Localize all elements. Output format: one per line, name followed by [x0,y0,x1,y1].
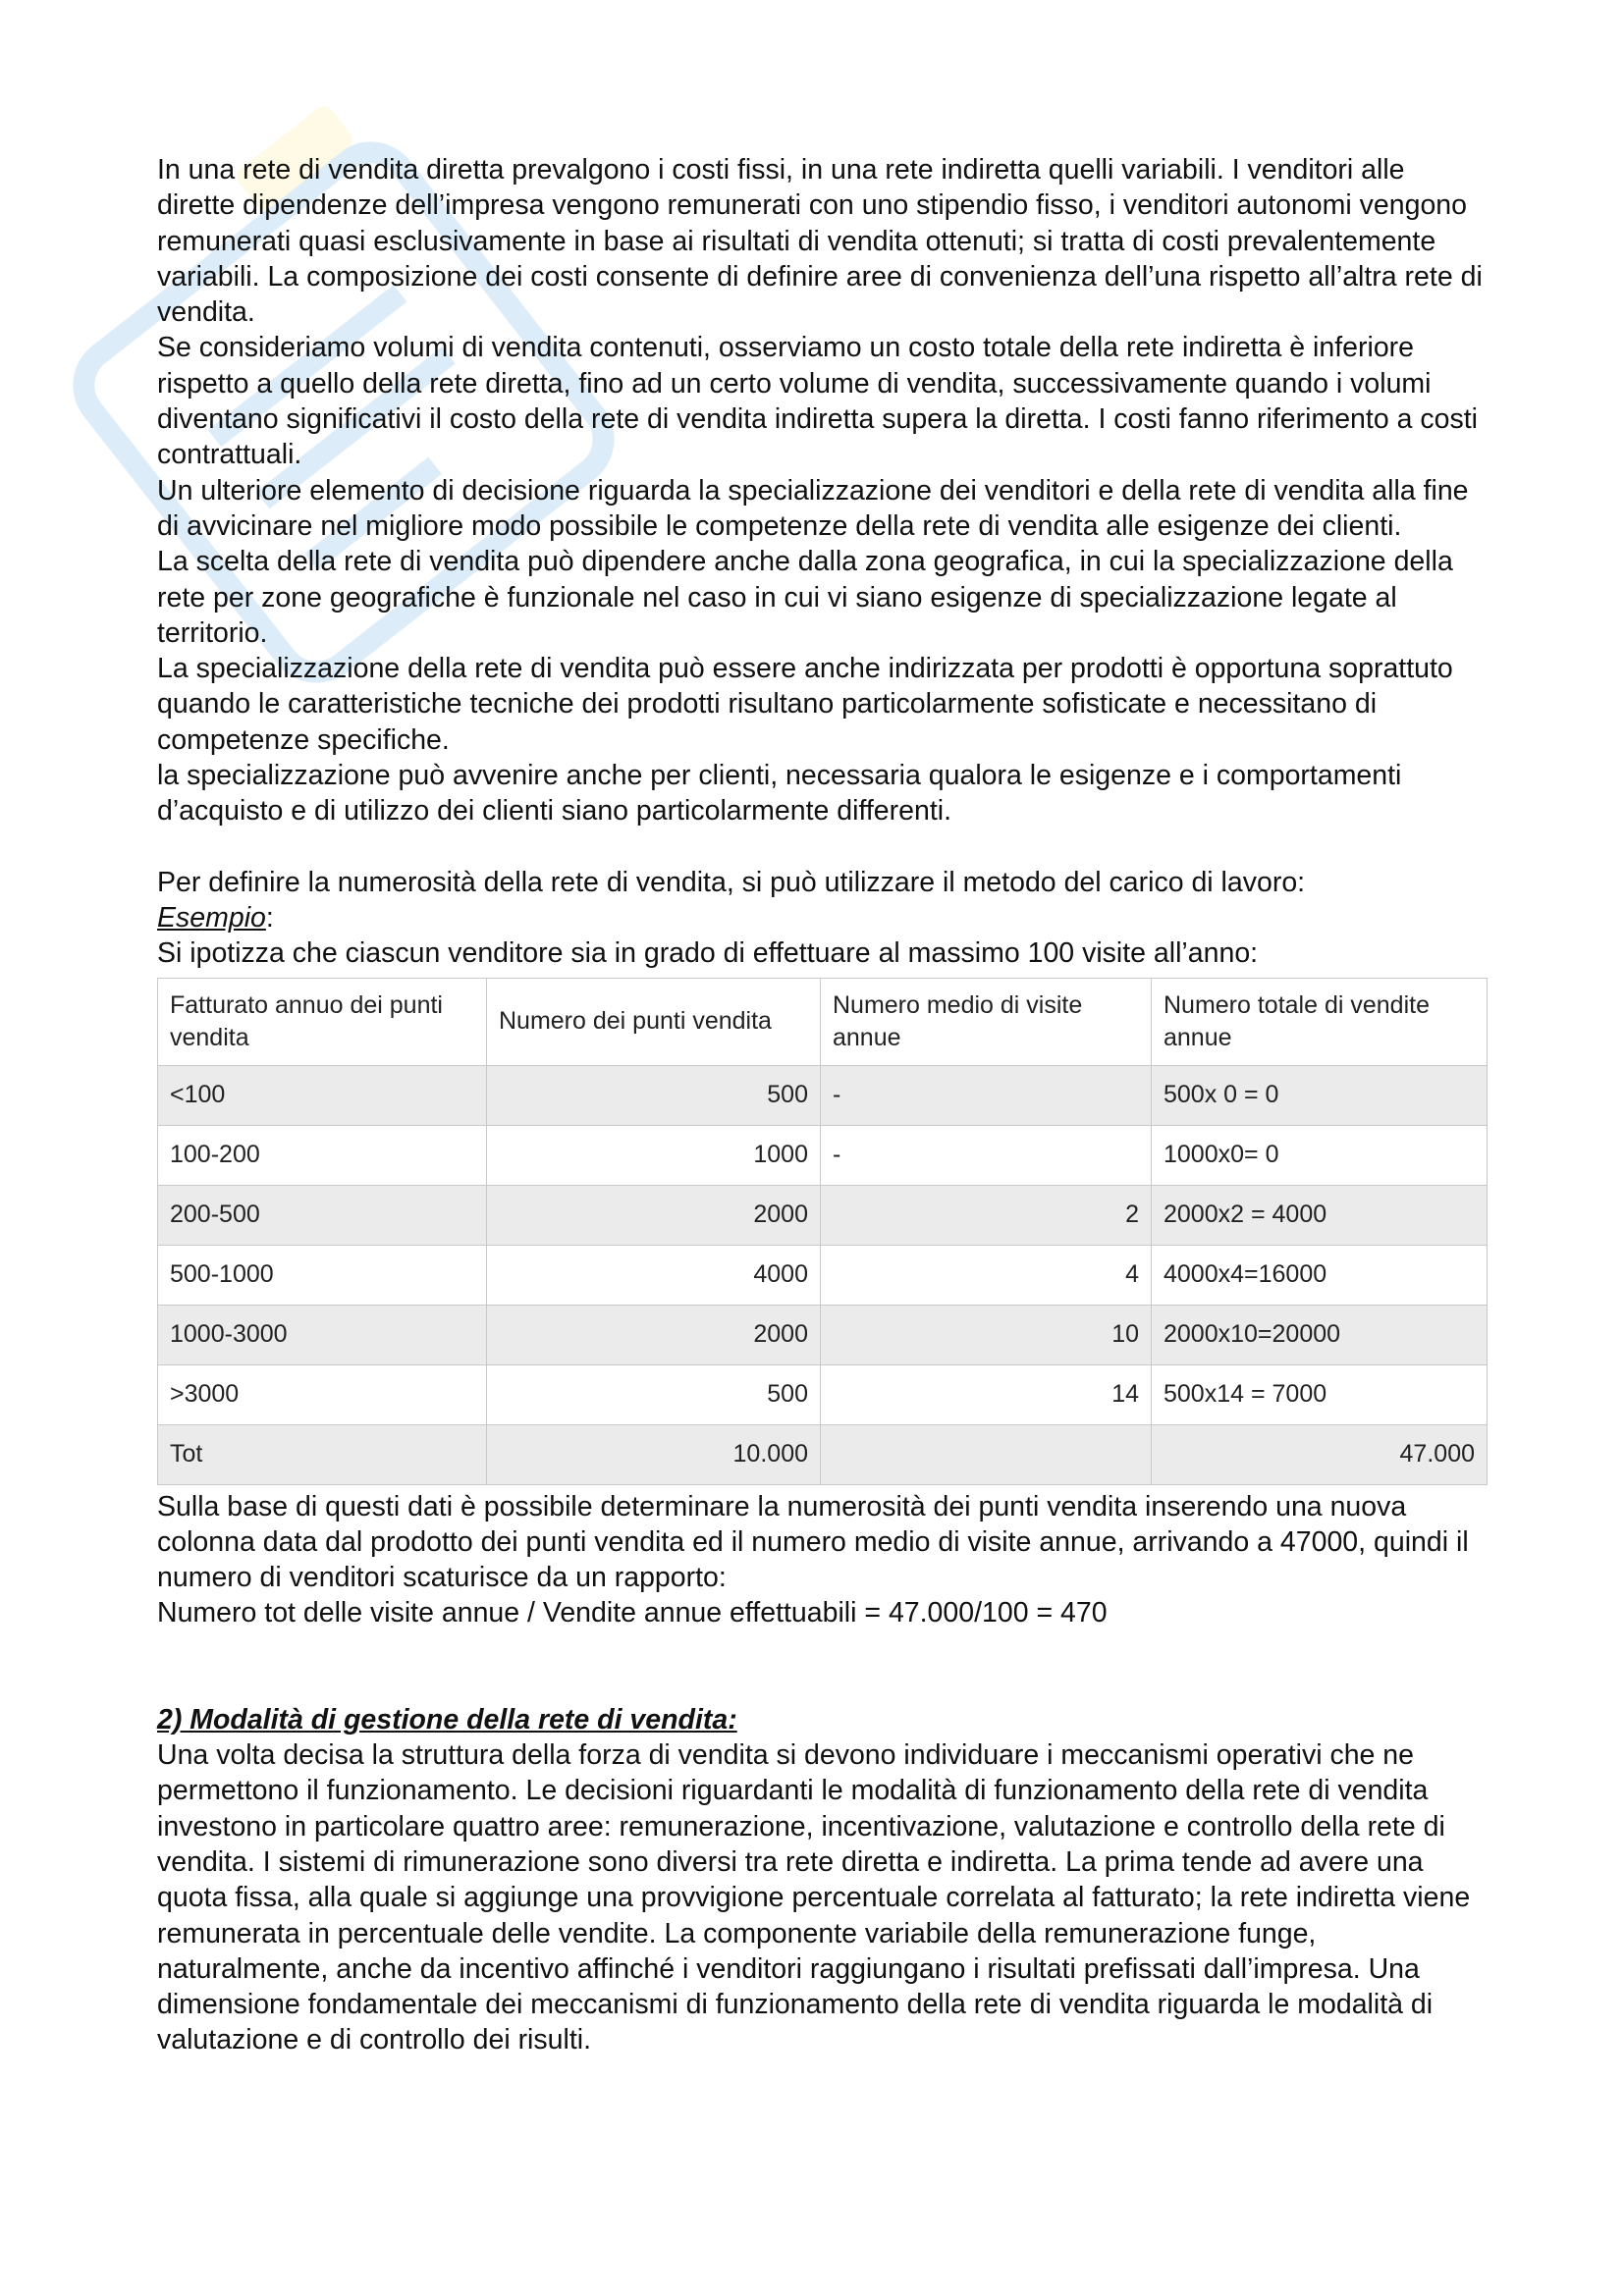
cell-visite [821,1424,1152,1484]
section-heading: 2) Modalità di gestione della rete di vendita: [157,1703,737,1735]
paragraph-products: La specializzazione della rete di vendita può essere anche indirizzata per prodotti è opportuna soprattuto quando le caratteristiche tecniche dei prodotti risultano particolarmente sofisticate e necessitano di competenze specifiche. [157,653,1453,756]
table-row [158,1245,1488,1305]
cell-punti: 10.000 [487,1424,821,1484]
cell-fatturato: 200-500 [158,1185,487,1245]
cell-fatturato: >3000 [158,1364,487,1424]
table-header-row [158,978,1488,1065]
cell-visite: - [821,1065,1152,1125]
cell-punti: 500 [487,1065,821,1125]
header-visite: Numero medio di visite annue [821,978,1152,1065]
cell-totale: 500x 0 = 0 [1152,1065,1488,1125]
formula-line: Numero tot delle visite annue / Vendite annue effettuabili = 47.000/100 = 470 [157,1597,1108,1629]
paragraph-clients: la specializzazione può avvenire anche per clienti, necessaria qualora le esigenze e i comportamenti d’acquisto e di utilizzo dei clienti siano particolarmente differenti. [157,760,1402,828]
cell-visite: 14 [821,1364,1152,1424]
paragraph-after-table: Sulla base di questi dati è possibile determinare la numerosità dei punti vendita inserendo una nuova colonna data dal prodotto dei punti vendita ed il numero medio di visite annue, arrivando a 47000, quindi il numero di venditori scaturisce da un rapporto: [157,1490,1469,1594]
header-punti: Numero dei punti vendita [487,978,821,1065]
esempio-colon: : [265,901,274,934]
cell-totale: 1000x0= 0 [1152,1125,1488,1185]
section-paragraph: Una volta decisa la struttura della forza di vendita si devono individuare i meccanismi operativi che ne permettono il funzionamento. Le decisioni riguardanti le modalità di funzionamento della rete di vendita investono in particolare quattro aree: remunerazione, incentivazione, valutazione e controllo della rete di vendita. I sistemi di rimunerazione sono diversi tra rete diretta e indiretta. La prima tende ad avere una quota fissa, alla quale si aggiunge una provvigione percentuale correlata al fatturato; la rete indiretta viene remunerata in percentuale delle vendite. La componente variabile della remunerazione funge, naturalmente, anche da incentivo affinché i venditori raggiungano i risultati prefissati dall’impresa. Una dimensione fondamentale dei meccanismi di funzionamento della rete di vendita riguarda le modalità di valutazione e di controllo dei risulti. [157,1739,1471,2056]
visits-table [157,978,1488,1485]
paragraph-geographic: La scelta della rete di vendita può dipendere anche dalla zona geografica, in cui la specializzazione della rete per zone geografiche è funzionale nel caso in cui vi siano esigenze di specializzazione legate al territorio. [157,546,1453,649]
table-row [158,1305,1488,1364]
table-total-row [158,1424,1488,1484]
cell-punti: 4000 [487,1245,821,1305]
cell-visite: - [821,1125,1152,1185]
cell-totale: 47.000 [1152,1424,1488,1484]
assumption-line: Si ipotizza che ciascun venditore sia in grado di effettuare al massimo 100 visite all’anno: [157,937,1259,970]
table-row [158,1185,1488,1245]
paragraph-costs: In una rete di vendita diretta prevalgono i costi fissi, in una rete indiretta quelli variabili. I venditori alle dirette dipendenze dell’impresa vengono remunerati con uno stipendio fisso, i venditori autonomi vengono remunerati quasi esclusivamente in base ai risultati di vendita ottenuti; si tratta di costi prevalentemente variabili. La composizione dei costi consente di definire aree di convenienza dell’una rispetto all’altra rete di vendita. [157,154,1483,329]
table-row [158,1364,1488,1424]
cell-punti: 500 [487,1364,821,1424]
cell-visite: 10 [821,1305,1152,1364]
cell-fatturato: 100-200 [158,1125,487,1185]
spacer [157,1631,1488,1667]
cell-fatturato: 500-1000 [158,1245,487,1305]
cell-punti: 2000 [487,1185,821,1245]
cell-fatturato: <100 [158,1065,487,1125]
document-page [157,152,1488,2058]
esempio-label: Esempio [157,901,266,934]
cell-totale: 2000x2 = 4000 [1152,1185,1488,1245]
cell-punti: 2000 [487,1305,821,1364]
cell-fatturato: Tot [158,1424,487,1484]
header-totale: Numero totale di vendite annue [1152,978,1488,1065]
header-fatturato: Fatturato annuo dei punti vendita [158,978,487,1065]
cell-totale: 4000x4=16000 [1152,1245,1488,1305]
spacer [157,1667,1488,1702]
table-row [158,1125,1488,1185]
cell-visite: 4 [821,1245,1152,1305]
method-intro: Per definire la numerosità della rete di vendita, si può utilizzare il metodo del carico di lavoro: [157,866,1306,898]
paragraph-volumes: Se consideriamo volumi di vendita contenuti, osserviamo un costo totale della rete indiretta è inferiore rispetto a quello della rete diretta, fino ad un certo volume di vendita, successivamente quando i volumi diventano significativi il costo della rete di vendita indiretta supera la diretta. I costi fanno riferimento a costi contrattuali. [157,332,1478,471]
cell-visite: 2 [821,1185,1152,1245]
esempio-line [157,900,1488,935]
table-row [158,1065,1488,1125]
cell-punti: 1000 [487,1125,821,1185]
spacer [157,829,1488,865]
cell-totale: 500x14 = 7000 [1152,1364,1488,1424]
cell-fatturato: 1000-3000 [158,1305,487,1364]
paragraph-specialization: Un ulteriore elemento di decisione riguarda la specializzazione dei venditori e della rete di vendita alla fine di avvicinare nel migliore modo possibile le competenze della rete di vendita alle esigenze dei clienti. [157,474,1469,542]
cell-totale: 2000x10=20000 [1152,1305,1488,1364]
